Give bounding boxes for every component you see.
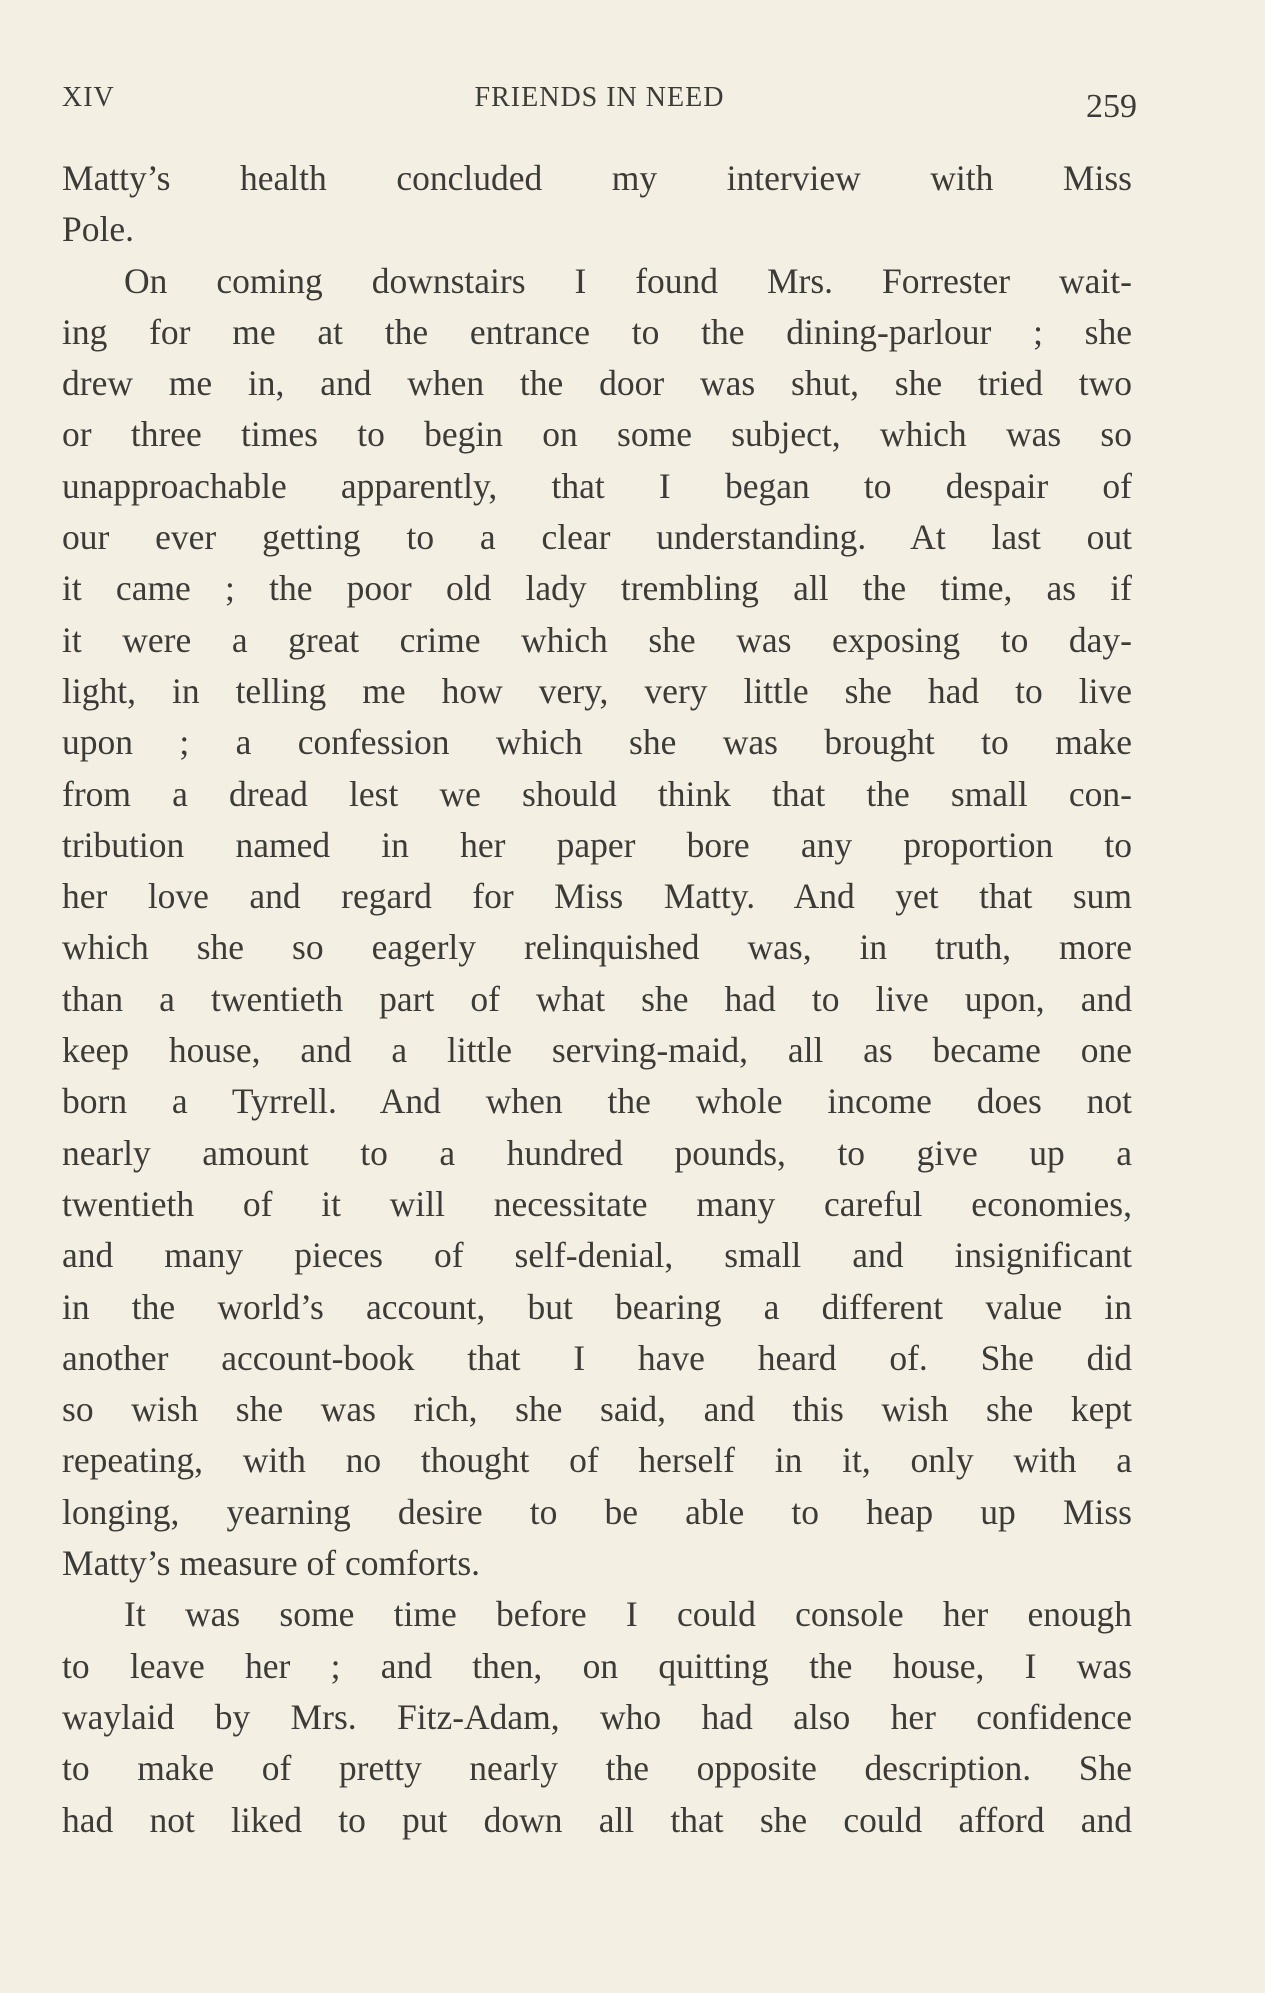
text-line: so wish she was rich, she said, and this wish she kept: [62, 1389, 1132, 1430]
chapter-number: XIV: [62, 82, 115, 113]
text-line: to leave her ; and then, on quitting the house, I was: [62, 1645, 1132, 1686]
text-line: born a Tyrrell. And when the whole income does not: [62, 1081, 1132, 1122]
text-line: it were a great crime which she was exposing to day-: [62, 619, 1132, 660]
text-line: another account-book that I have heard of. She did: [62, 1337, 1132, 1378]
text-line: Matty’s health concluded my interview with Miss: [62, 158, 1132, 198]
text-line: in the world’s account, but bearing a different value in: [62, 1286, 1132, 1327]
text-line: Pole.: [62, 209, 134, 250]
text-line: longing, yearning desire to be able to heap up Miss: [62, 1491, 1132, 1532]
text-line: keep house, and a little serving-maid, all as became one: [62, 1030, 1132, 1071]
text-line: waylaid by Mrs. Fitz-Adam, who had also her confidence: [62, 1696, 1132, 1737]
text-line: from a dread lest we should think that the small con-: [62, 773, 1132, 814]
running-head: [62, 78, 1137, 125]
text-line: twentieth of it will necessitate many careful economies,: [62, 1183, 1132, 1224]
text-line: and many pieces of self-denial, small and insignificant: [62, 1235, 1132, 1276]
body-text: [62, 153, 1132, 1846]
text-line: tribution named in her paper bore any proportion to: [62, 824, 1132, 865]
page-number: 259: [1086, 88, 1137, 125]
text-line: to make of pretty nearly the opposite description. She: [62, 1748, 1132, 1789]
text-line: On coming downstairs I found Mrs. Forrester wait-: [124, 260, 1132, 301]
text-line: Matty’s measure of comforts.: [62, 1543, 481, 1584]
text-line: upon ; a confession which she was brought to make: [62, 722, 1132, 763]
text-line: repeating, with no thought of herself in it, only with a: [62, 1440, 1132, 1481]
text-line: light, in telling me how very, very little she had to live: [62, 670, 1132, 711]
text-line: it came ; the poor old lady trembling all the time, as if: [62, 568, 1132, 609]
text-line: than a twentieth part of what she had to live upon, and: [62, 978, 1132, 1019]
text-line: had not liked to put down all that she could afford and: [62, 1799, 1132, 1840]
chapter-title: FRIENDS IN NEED: [474, 82, 725, 113]
text-line: her love and regard for Miss Matty. And yet that sum: [62, 876, 1132, 917]
text-line: unapproachable apparently, that I began to despair of: [62, 465, 1132, 506]
text-line: nearly amount to a hundred pounds, to give up a: [62, 1132, 1132, 1173]
text-line: our ever getting to a clear understanding. At last out: [62, 517, 1132, 558]
text-line: drew me in, and when the door was shut, she tried two: [62, 363, 1132, 404]
text-line: or three times to begin on some subject, which was so: [62, 414, 1132, 455]
text-line: It was some time before I could console her enough: [124, 1594, 1132, 1635]
text-line: which she so eagerly relinquished was, in truth, more: [62, 927, 1132, 968]
text-line: ing for me at the entrance to the dining-parlour ; she: [62, 311, 1132, 352]
